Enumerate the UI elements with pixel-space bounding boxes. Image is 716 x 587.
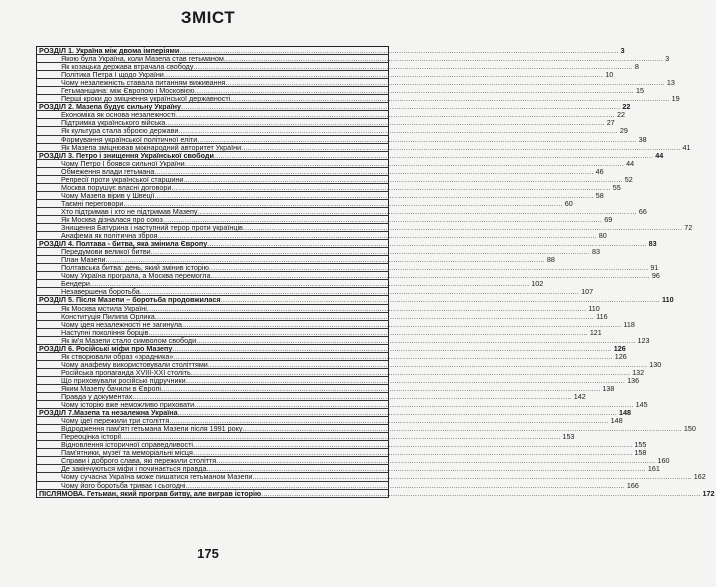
toc-page-number: 83 <box>592 247 601 257</box>
toc-page-number: 15 <box>635 86 644 96</box>
toc-page-number: 10 <box>605 70 614 80</box>
toc-page-number: 158 <box>634 448 647 458</box>
toc-entry-title: Правда у документах <box>61 392 133 402</box>
dot-leader: ........................................................................................................................................................................................................ <box>161 383 601 393</box>
toc-entry-title: Гетьманщина: між Європою і Московією <box>61 86 195 96</box>
dot-leader: ........................................................................................................................................................................................................ <box>194 86 634 96</box>
dot-leader: ........................................................................................................................................................................................................ <box>162 214 603 224</box>
toc-entry-title: Економіка як основа незалежності <box>61 110 176 120</box>
toc-page-number: 52 <box>624 174 633 184</box>
dot-leader: ........................................................................................................................................................................................................ <box>197 206 637 216</box>
toc-entry-title: Чому ідея незалежності не загинула <box>61 319 183 329</box>
toc-entry-title: Що приховували російські підручники <box>61 375 186 385</box>
toc-page-number: 27 <box>606 118 615 128</box>
toc-entry-title: Чому Мазепа вірив у Швеції <box>61 190 155 200</box>
toc-page-number: 155 <box>634 440 647 450</box>
toc-page-number: 55 <box>612 182 621 192</box>
dot-leader: ........................................................................................................................................................................................................ <box>165 118 605 128</box>
dot-leader: ........................................................................................................................................................................................................ <box>193 62 633 72</box>
toc-page-number: 126 <box>614 351 627 361</box>
dot-leader: ........................................................................................................................................................................................................ <box>171 182 611 192</box>
page-title: ЗМІСТ <box>180 8 236 27</box>
dot-leader: ........................................................................................................................................................................................................ <box>194 400 634 410</box>
toc-page-number: 126 <box>613 343 626 353</box>
toc-entry-title: Репресії проти української старшини <box>61 174 184 184</box>
toc-page-number: 162 <box>693 472 706 482</box>
toc-page-number: 121 <box>589 327 602 337</box>
toc-entry-title: Пам'ятники, музеї та меморіальні місця <box>61 448 193 458</box>
dot-leader: ........................................................................................................................................................................................................ <box>225 78 665 88</box>
toc-page-number: 136 <box>627 375 640 385</box>
dot-leader: ........................................................................................................................................................................................................ <box>216 456 656 466</box>
toc-page-number: 69 <box>604 214 613 224</box>
toc-page-number: 118 <box>623 319 635 329</box>
toc-entry-title: Чому анафему використовували століттями <box>61 359 208 369</box>
toc-page-number: 150 <box>683 424 696 434</box>
toc-entry-title: ПІСЛЯМОВА. Гетьман, який програв битву, але виграв історію <box>39 488 262 498</box>
dot-leader: ........................................................................................................................................................................................................ <box>132 392 572 402</box>
toc-entry-title: Хто підтримав і хто не підтримав Мазепу <box>61 206 198 216</box>
dot-leader: ........................................................................................................................................................................................................ <box>196 335 636 345</box>
dot-leader: ........................................................................................................................................................................................................ <box>123 198 563 208</box>
toc-entry-title: РОЗДІЛ 2. Мазепа будує сильну Україну <box>39 102 181 112</box>
toc-entry-title: РОЗДІЛ 6. Російські міфи про Мазепу <box>39 343 173 353</box>
toc-page-number: 3 <box>665 54 670 64</box>
dot-leader: ........................................................................................................................................................................................................ <box>154 166 594 176</box>
dot-leader: ........................................................................................................................................................................................................ <box>89 279 530 289</box>
toc-entry-title: Як Москва дізналася про союз <box>61 214 163 224</box>
toc-page-number: 145 <box>635 400 648 410</box>
dot-leader: ........................................................................................................................................................................................................ <box>105 255 545 265</box>
dot-leader: ........................................................................................................................................................................................................ <box>192 448 633 458</box>
dot-leader: ........................................................................................................................................................................................................ <box>173 351 613 361</box>
toc-entry-title: Підтримка українського війська <box>61 118 166 128</box>
toc-entry-title: Чому історію вже неможливо приховати <box>61 400 195 410</box>
toc-page-number: 13 <box>666 78 675 88</box>
toc-entry-title: Де закінчуються міфи і починається правда <box>61 464 207 474</box>
toc-page-number: 3 <box>620 46 625 55</box>
toc-entry-title: Обмеження влади гетьмана <box>61 166 155 176</box>
dot-leader: ........................................................................................................................................................................................................ <box>241 142 681 152</box>
toc-entry-title: Російська пропаганда XVIII-XXI століть <box>61 367 191 377</box>
dot-leader: ........................................................................................................................................................................................................ <box>252 472 692 482</box>
page-number: 175 <box>197 546 219 561</box>
toc-page-number: 38 <box>638 134 647 144</box>
dot-leader: ........................................................................................................................................................................................................ <box>206 464 646 474</box>
toc-entry-title: Переоцінка історії <box>61 432 122 442</box>
toc-entry-title: Як Мазепа зміцнював міжнародний авторитет України <box>61 142 242 152</box>
toc-page-number: 29 <box>619 126 628 136</box>
toc-page-number: 44 <box>655 150 664 160</box>
toc-entry-title: Як культура стала зброєю держави <box>61 126 179 136</box>
toc-page-number: 138 <box>602 383 615 393</box>
dot-leader: ........................................................................................................................................................................................................ <box>182 319 622 329</box>
toc-chapter-row <box>37 488 715 498</box>
dot-leader: ........................................................................................................................................................................................................ <box>172 343 612 353</box>
toc-entry-title: Анафема як політична зброя <box>61 231 158 241</box>
toc-page-number: 72 <box>684 223 693 233</box>
dot-leader: ........................................................................................................................................................................................................ <box>179 46 619 55</box>
dot-leader: ........................................................................................................................................................................................................ <box>190 367 631 377</box>
toc-page-number: 19 <box>671 94 680 104</box>
toc-page-number: 148 <box>618 408 631 418</box>
dot-leader: ........................................................................................................................................................................................................ <box>183 174 623 184</box>
toc-entry-title: РОЗДІЛ 5. Після Мазепи – боротьба продовжилася <box>39 295 221 305</box>
toc-entry-title: Чому незалежність ставала питанням виживання <box>61 78 226 88</box>
toc-page-number: 46 <box>595 166 604 176</box>
dot-leader: ........................................................................................................................................................................................................ <box>150 247 591 257</box>
toc-page-number: 116 <box>596 311 608 321</box>
dot-leader: ........................................................................................................................................................................................................ <box>154 311 595 321</box>
dot-leader: ........................................................................................................................................................................................................ <box>185 480 625 490</box>
toc-entry-title: Чому Україна програла, а Москва перемогла <box>61 271 211 281</box>
toc-page-number: 132 <box>632 367 645 377</box>
dot-leader: ........................................................................................................................................................................................................ <box>148 327 588 337</box>
toc-page-number: 22 <box>617 110 626 120</box>
toc-entry-title: Як створювали образ «зрадника» <box>61 351 174 361</box>
toc-entry-title: РОЗДІЛ 3. Петро і знищення Української свободи <box>39 150 214 160</box>
dot-leader: ........................................................................................................................................................................................................ <box>242 424 682 434</box>
dot-leader: ........................................................................................................................................................................................................ <box>169 416 609 426</box>
dot-leader: ........................................................................................................................................................................................................ <box>197 134 637 144</box>
dot-leader: ........................................................................................................................................................................................................ <box>193 440 633 450</box>
toc-page-number: 58 <box>595 190 604 200</box>
dot-leader: ........................................................................................................................................................................................................ <box>208 263 649 273</box>
dot-leader: ........................................................................................................................................................................................................ <box>242 223 683 233</box>
dot-leader: ........................................................................................................................................................................................................ <box>178 126 618 136</box>
toc-entry-title: Передумови великої битви <box>61 247 151 257</box>
toc-page-number: 91 <box>650 263 659 273</box>
dot-leader: ........................................................................................................................................................................................................ <box>139 287 580 297</box>
dot-leader: ........................................................................................................................................................................................................ <box>184 158 625 168</box>
dot-leader: ........................................................................................................................................................................................................ <box>157 231 597 241</box>
dot-leader: ........................................................................................................................................................................................................ <box>121 432 561 442</box>
toc-page-number: 160 <box>657 456 670 466</box>
dot-leader: ........................................................................................................................................................................................................ <box>261 488 701 498</box>
dot-leader: ........................................................................................................................................................................................................ <box>163 70 604 80</box>
toc-page-number: 110 <box>662 295 674 305</box>
toc-entry-title: Формування української політичної еліти <box>61 134 198 144</box>
toc-page-number: 80 <box>598 231 607 241</box>
toc-page-number: 8 <box>634 62 639 72</box>
toc-entry-title: Як ім'я Мазепи стало символом свободи <box>61 335 197 345</box>
dot-leader: ........................................................................................................................................................................................................ <box>180 102 621 112</box>
toc-page-number: 22 <box>622 102 631 112</box>
toc-entry-title: Відновлення історичної справедливості <box>61 440 194 450</box>
toc-entry-title: Наступні покоління борців <box>61 327 149 337</box>
toc-entry-title: Яким Мазепу бачили в Європі <box>61 383 162 393</box>
toc-page-number: 142 <box>573 392 586 402</box>
toc-entry-title: Як Москва мстила Україні <box>61 303 147 313</box>
toc-entry-title: Чому Петро І боявся сильної України <box>61 158 185 168</box>
dot-leader: ........................................................................................................................................................................................................ <box>223 54 664 64</box>
toc-page-number: 123 <box>637 335 650 345</box>
dot-leader: ........................................................................................................................................................................................................ <box>213 150 654 160</box>
toc-entry-title: Знищення Батурина і наступний терор проти українців <box>61 223 243 233</box>
toc-page-number: 66 <box>638 206 647 216</box>
toc-entry-title: Таємні переговори <box>61 198 124 208</box>
toc-entry-title: Незавершена боротьба <box>61 287 140 297</box>
toc-entry-title: Бендери <box>61 279 90 289</box>
toc-entry-title: План Мазепи <box>61 255 106 265</box>
toc-page-number: 44 <box>626 158 635 168</box>
toc-entry-title: Полтавська битва: день, який змінив історію <box>61 263 209 273</box>
dot-leader: ........................................................................................................................................................................................................ <box>207 239 647 249</box>
toc-page-number: 107 <box>581 287 594 297</box>
dot-leader: ........................................................................................................................................................................................................ <box>210 271 650 281</box>
toc-entry-title: Чому ідеї пережили три століття <box>61 416 170 426</box>
dot-leader: ........................................................................................................................................................................................................ <box>146 303 587 313</box>
toc-page-number: 60 <box>564 198 573 208</box>
toc-page-number: 88 <box>546 255 555 265</box>
table-of-contents <box>36 46 715 498</box>
toc-page-number: 130 <box>649 359 662 369</box>
toc-entry-title: Конституція Пилипа Орлика <box>61 311 155 321</box>
toc-entry-title: Відродження пам'яті гетьмана Мазепи після 1991 року <box>61 424 243 434</box>
toc-entry-title: Москва порушує власні договори <box>61 182 172 192</box>
toc-entry-title: РОЗДІЛ 1. Україна між двома імперіями <box>39 46 180 55</box>
toc-entry-title: Чому його боротьба триває і сьогодні <box>61 480 186 490</box>
toc-page-number: 172 <box>702 488 715 498</box>
dot-leader: ........................................................................................................................................................................................................ <box>175 110 616 120</box>
dot-leader: ........................................................................................................................................................................................................ <box>220 295 661 305</box>
toc-page-number: 166 <box>626 480 639 490</box>
dot-leader: ........................................................................................................................................................................................................ <box>207 359 648 369</box>
toc-entry-title: Як козацька держава втрачала свободу <box>61 62 194 72</box>
dot-leader: ........................................................................................................................................................................................................ <box>177 408 617 418</box>
toc-page-number: 41 <box>682 142 691 152</box>
toc-page-number: 153 <box>562 432 575 442</box>
toc-entry-title: Справи і доброго слава, які пережили століття <box>61 456 217 466</box>
toc-entry-title: Якою була Україна, коли Мазепа став гетьманом <box>61 54 224 64</box>
toc-entry-title: Політика Петра І щодо України <box>61 70 164 80</box>
dot-leader: ........................................................................................................................................................................................................ <box>230 94 670 104</box>
toc-page-number: 148 <box>610 416 623 426</box>
toc-page-number: 102 <box>531 279 544 289</box>
toc-page-number: 83 <box>648 239 657 249</box>
toc-page-number: 96 <box>651 271 660 281</box>
toc-page-number: 161 <box>647 464 660 474</box>
toc-entry-title: РОЗДІЛ 7.Мазепа та незалежна Україна <box>39 408 178 418</box>
toc-page-number: 110 <box>588 303 600 313</box>
toc-entry-title: Чому сучасна Україна може пишатися гетьманом Мазепи <box>61 472 253 482</box>
dot-leader: ........................................................................................................................................................................................................ <box>154 190 594 200</box>
dot-leader: ........................................................................................................................................................................................................ <box>185 375 626 385</box>
toc-entry-title: Перші кроки до зміцнення української державності <box>61 94 231 104</box>
toc-entry-title: РОЗДІЛ 4. Полтава - битва, яка змінила Європу <box>39 239 208 249</box>
